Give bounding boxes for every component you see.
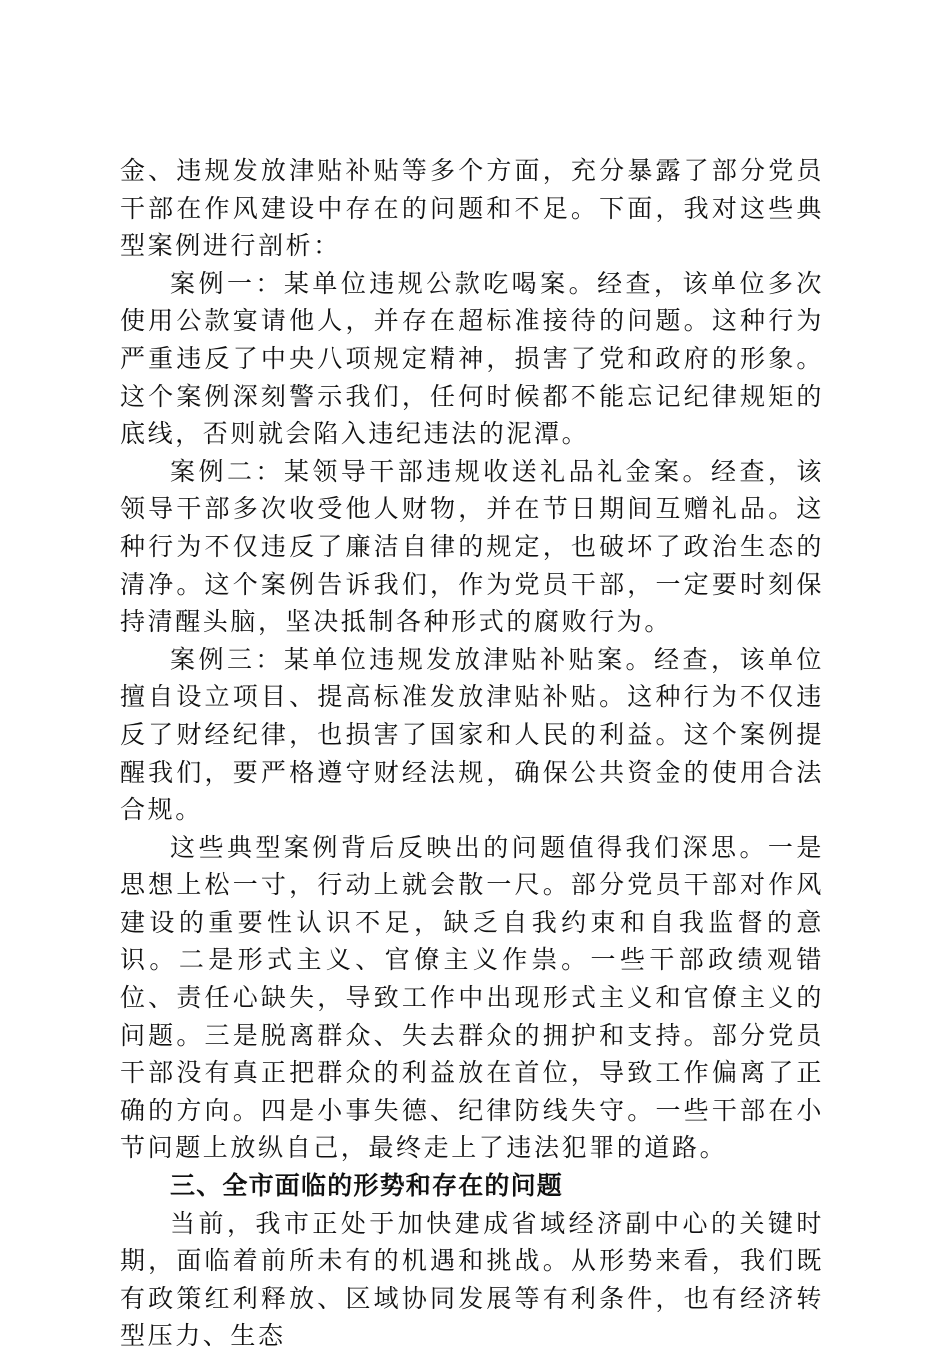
paragraph-case-one: 案例一：某单位违规公款吃喝案。经查，该单位多次使用公款宴请他人，并存在超标准接待的问题。这种行为严重违反了中央八项规定精神，损害了党和政府的形象。这个案例深刻警示我们，任何时候都不能忘记纪律规矩的底线，否则就会陷入违纪违法的泥潭。 (120, 268, 824, 449)
section-heading: 三、全市面临的形势和存在的问题 (170, 1171, 564, 1201)
paragraph-analysis: 这些典型案例背后反映出的问题值得我们深思。一是思想上松一寸，行动上就会散一尺。部分党员干部对作风建设的重要性认识不足，缺乏自我约束和自我监督的意识。二是形式主义、官僚主义作祟。一些干部政绩观错位、责任心缺失，导致工作中出现形式主义和官僚主义的问题。三是脱离群众、失去群众的拥护和支持。部分党员干部没有真正把群众的利益放在首位，导致工作偏离了正确的方向。四是小事失德、纪律防线失守。一些干部在小节问题上放纵自己，最终走上了违法犯罪的道路。 (120, 832, 824, 1163)
paragraph-case-two: 案例二：某领导干部违规收送礼品礼金案。经查，该领导干部多次收受他人财物，并在节日期间互赠礼品。这种行为不仅违反了廉洁自律的规定，也破坏了政治生态的清净。这个案例告诉我们，作为党员干部，一定要时刻保持清醒头脑，坚决抵制各种形式的腐败行为。 (120, 456, 824, 637)
paragraph-situation: 当前，我市正处于加快建成省域经济副中心的关键时期，面临着前所未有的机遇和挑战。从形势来看，我们既有政策红利释放、区域协同发展等有利条件，也有经济转型压力、生态 (120, 1208, 824, 1351)
paragraph-continuation: 金、违规发放津贴补贴等多个方面，充分暴露了部分党员干部在作风建设中存在的问题和不足。下面，我对这些典型案例进行剖析： (120, 156, 824, 261)
document-page (120, 152, 824, 1355)
paragraph-case-three: 案例三：某单位违规发放津贴补贴案。经查，该单位擅自设立项目、提高标准发放津贴补贴。这种行为不仅违反了财经纪律，也损害了国家和人民的利益。这个案例提醒我们，要严格遵守财经法规，确保公共资金的使用合法合规。 (120, 644, 824, 825)
